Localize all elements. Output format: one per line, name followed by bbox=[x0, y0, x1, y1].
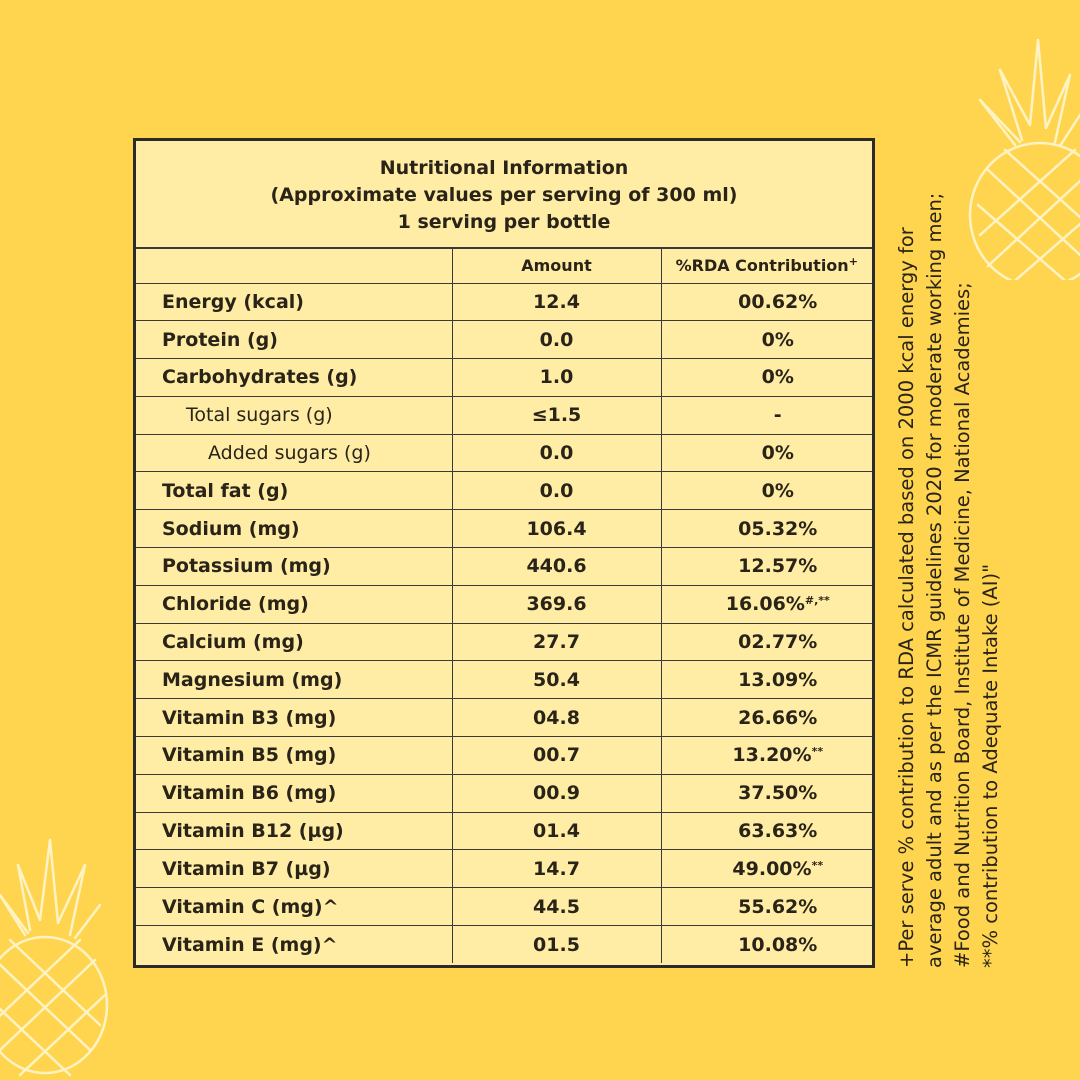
nutrient-amount: 0.0 bbox=[452, 321, 661, 359]
table-row bbox=[136, 283, 872, 321]
table-row bbox=[136, 737, 872, 775]
nutrient-rda bbox=[661, 321, 872, 359]
nutrient-name: Sodium (mg) bbox=[136, 510, 452, 548]
nutrient-name: Energy (kcal) bbox=[136, 283, 452, 321]
nutrient-amount: 12.4 bbox=[452, 283, 661, 321]
rda-footnote-mark: ** bbox=[811, 858, 824, 872]
table-row bbox=[136, 850, 872, 888]
table-row bbox=[136, 699, 872, 737]
nutrient-amount: 0.0 bbox=[452, 434, 661, 472]
nutrient-name: Calcium (mg) bbox=[136, 623, 452, 661]
footnote bbox=[893, 128, 1005, 968]
nutrient-amount: ≤1.5 bbox=[452, 396, 661, 434]
nutrient-name: Vitamin B5 (mg) bbox=[136, 737, 452, 775]
nutrient-name: Total fat (g) bbox=[136, 472, 452, 510]
nutrient-rda bbox=[661, 623, 872, 661]
rda-value: 16.06% bbox=[725, 593, 805, 616]
table-row bbox=[136, 585, 872, 623]
footnote-line: #Food and Nutrition Board, Institute of Medicine, National Academies; bbox=[951, 282, 974, 968]
rda-value: 13.20% bbox=[732, 744, 812, 767]
rda-footnote-mark: #,** bbox=[804, 594, 830, 608]
nutrient-amount: 44.5 bbox=[452, 888, 661, 926]
panel-header bbox=[136, 141, 872, 249]
table-row bbox=[136, 812, 872, 850]
nutrient-amount: 04.8 bbox=[452, 699, 661, 737]
rda-footnote-mark: ** bbox=[811, 745, 824, 759]
nutrient-name: Total sugars (g) bbox=[136, 396, 452, 434]
rda-value: 0% bbox=[761, 479, 794, 502]
nutrient-amount: 14.7 bbox=[452, 850, 661, 888]
rda-value: 26.66% bbox=[738, 706, 818, 729]
nutrition-panel bbox=[133, 138, 875, 968]
footnote-line: **% contribution to Adequate Intake (AI)" bbox=[979, 563, 1002, 968]
nutrient-rda bbox=[661, 850, 872, 888]
nutrient-rda bbox=[661, 548, 872, 586]
table-row bbox=[136, 548, 872, 586]
nutrient-name: Vitamin B6 (mg) bbox=[136, 774, 452, 812]
nutrition-table bbox=[136, 249, 872, 963]
nutrient-amount: 369.6 bbox=[452, 585, 661, 623]
nutrient-name: Vitamin E (mg)^ bbox=[136, 926, 452, 964]
nutrient-rda bbox=[661, 359, 872, 397]
table-row bbox=[136, 359, 872, 397]
rda-value: 10.08% bbox=[738, 933, 818, 956]
panel-subtitle: (Approximate values per serving of 300 ml) bbox=[270, 183, 738, 206]
nutrient-name: Chloride (mg) bbox=[136, 585, 452, 623]
rda-value: 63.63% bbox=[738, 820, 818, 843]
nutrient-amount: 440.6 bbox=[452, 548, 661, 586]
nutrient-rda bbox=[661, 774, 872, 812]
nutrient-rda bbox=[661, 661, 872, 699]
nutrient-amount: 01.5 bbox=[452, 926, 661, 964]
rda-value: 0% bbox=[761, 328, 794, 351]
nutrient-name: Carbohydrates (g) bbox=[136, 359, 452, 397]
footnote-line: +Per serve % contribution to RDA calculated based on 2000 kcal energy for bbox=[895, 227, 918, 968]
nutrient-amount: 1.0 bbox=[452, 359, 661, 397]
nutrient-rda bbox=[661, 812, 872, 850]
nutrient-amount: 01.4 bbox=[452, 812, 661, 850]
nutrient-name: Added sugars (g) bbox=[136, 434, 452, 472]
rda-value: 0% bbox=[761, 442, 794, 465]
nutrient-rda bbox=[661, 737, 872, 775]
nutrient-rda bbox=[661, 396, 872, 434]
table-row bbox=[136, 623, 872, 661]
table-row bbox=[136, 472, 872, 510]
nutrient-amount: 106.4 bbox=[452, 510, 661, 548]
table-header-row bbox=[136, 249, 872, 283]
header-nutrient bbox=[136, 249, 452, 283]
header-rda-label: %RDA Contribution bbox=[675, 256, 849, 276]
nutrient-name: Vitamin B12 (µg) bbox=[136, 812, 452, 850]
rda-value: 02.77% bbox=[738, 631, 818, 654]
nutrient-rda bbox=[661, 283, 872, 321]
rda-value: 05.32% bbox=[738, 517, 818, 540]
nutrient-amount: 00.7 bbox=[452, 737, 661, 775]
nutrient-rda bbox=[661, 699, 872, 737]
nutrient-name: Magnesium (mg) bbox=[136, 661, 452, 699]
footnote-line: average adult and as per the ICMR guidelines 2020 for moderate working men; bbox=[923, 192, 946, 968]
nutrient-name: Vitamin B3 (mg) bbox=[136, 699, 452, 737]
nutrient-rda bbox=[661, 434, 872, 472]
nutrient-amount: 50.4 bbox=[452, 661, 661, 699]
table-row bbox=[136, 434, 872, 472]
header-amount: Amount bbox=[452, 249, 661, 283]
nutrient-rda bbox=[661, 510, 872, 548]
table-row bbox=[136, 661, 872, 699]
rda-value: 00.62% bbox=[738, 290, 818, 313]
rda-value: - bbox=[773, 404, 782, 427]
table-row bbox=[136, 321, 872, 359]
header-rda bbox=[661, 249, 872, 283]
table-row bbox=[136, 396, 872, 434]
rda-value: 0% bbox=[761, 366, 794, 389]
rda-value: 12.57% bbox=[738, 555, 818, 578]
rda-value: 13.09% bbox=[738, 668, 818, 691]
header-rda-mark: + bbox=[848, 255, 858, 269]
nutrient-name: Potassium (mg) bbox=[136, 548, 452, 586]
nutrient-rda bbox=[661, 585, 872, 623]
nutrient-name: Vitamin C (mg)^ bbox=[136, 888, 452, 926]
pineapple-bottom-left-icon bbox=[0, 835, 110, 1080]
rda-value: 37.50% bbox=[738, 782, 818, 805]
table-row bbox=[136, 926, 872, 964]
nutrient-rda bbox=[661, 926, 872, 964]
nutrient-amount: 00.9 bbox=[452, 774, 661, 812]
panel-title: Nutritional Information bbox=[379, 156, 629, 179]
nutrient-name: Vitamin B7 (µg) bbox=[136, 850, 452, 888]
table-row bbox=[136, 510, 872, 548]
table-row bbox=[136, 774, 872, 812]
nutrient-rda bbox=[661, 472, 872, 510]
table-row bbox=[136, 888, 872, 926]
rda-value: 55.62% bbox=[738, 895, 818, 918]
nutrient-rda bbox=[661, 888, 872, 926]
rda-value: 49.00% bbox=[732, 857, 812, 880]
nutrient-name: Protein (g) bbox=[136, 321, 452, 359]
panel-servings: 1 serving per bottle bbox=[397, 210, 611, 233]
nutrient-amount: 0.0 bbox=[452, 472, 661, 510]
nutrient-amount: 27.7 bbox=[452, 623, 661, 661]
